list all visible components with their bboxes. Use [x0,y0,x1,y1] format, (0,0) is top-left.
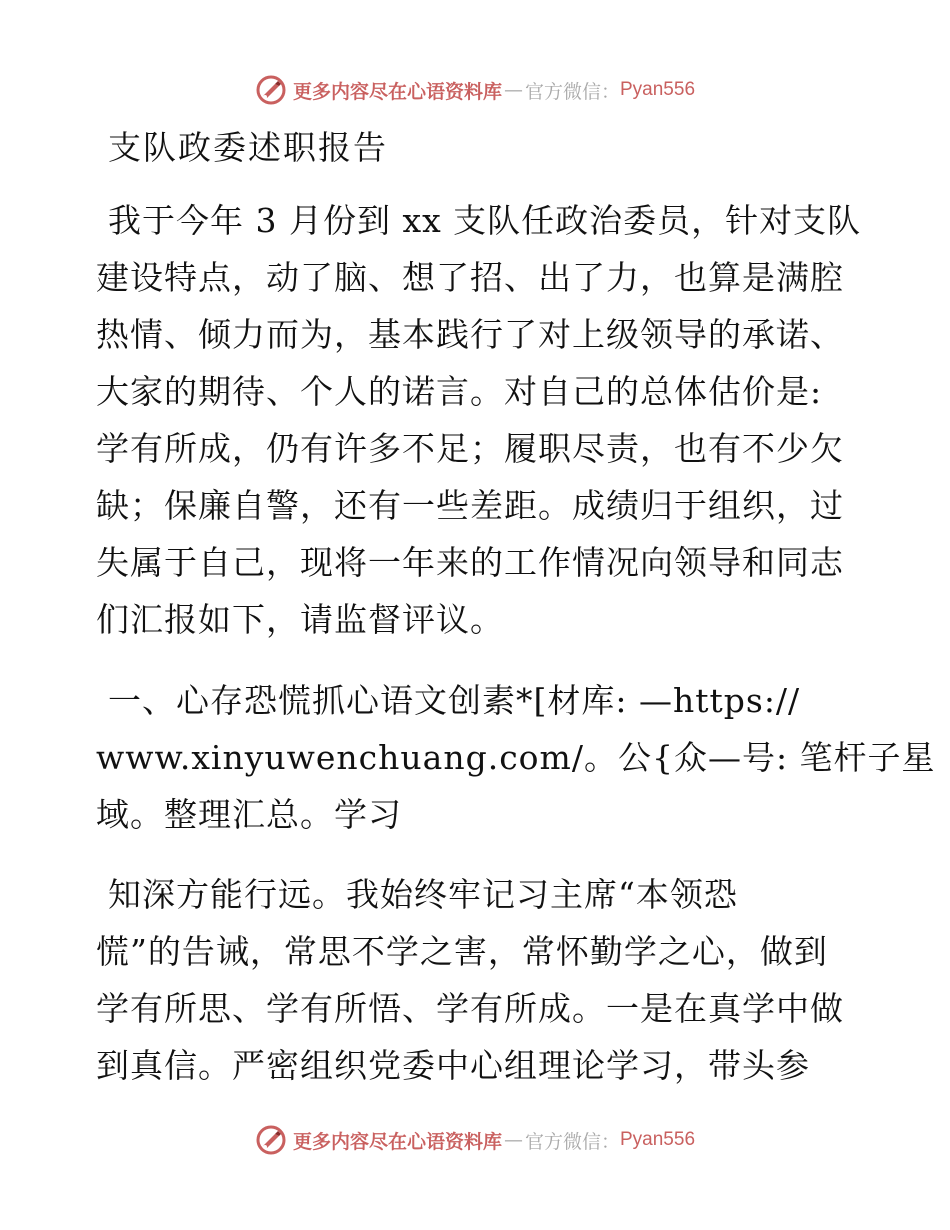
paragraph-line: 失属于自己，现将一年来的工作情况向领导和同志 [96,543,844,582]
pen-logo-icon [255,1124,287,1156]
footer-watermark-banner [0,1122,950,1158]
section-heading-line: 一、心存恐慌抓心语文创素*[材库: —https:// [108,681,801,720]
paragraph-line: 建设特点，动了脑、想了招、出了力，也算是满腔 [96,258,844,297]
paragraph-line: 慌”的告诫，常思不学之害，常怀勤学之心，做到 [96,932,828,971]
section-heading-line: www.xinyuwenchuang.com/。公{众—号: 笔杆子星 [96,738,936,777]
banner-wechat-label: 官方微信： [524,80,620,103]
header-watermark-banner [0,72,950,108]
banner-main-text: 更多内容尽在心语资料库 [292,80,502,103]
banner-wechat-id: Pyan556 [620,1129,696,1150]
paragraph-line: 我于今年 3 月份到 xx 支队任政治委员，针对支队 [108,201,862,240]
banner-separator: — [503,1129,523,1151]
paragraph-line: 们汇报如下，请监督评议。 [96,600,504,639]
banner-separator: — [503,79,523,101]
paragraph-line: 缺；保廉自警，还有一些差距。成绩归于组织，过 [96,486,844,525]
paragraph-line: 到真信。严密组织党委中心组理论学习，带头参 [96,1046,810,1085]
banner-wechat-label: 官方微信： [524,1130,620,1153]
banner-wechat-id: Pyan556 [620,79,696,100]
paragraph-line: 学有所思、学有所悟、学有所成。一是在真学中做 [96,989,844,1028]
banner-main-text: 更多内容尽在心语资料库 [292,1130,502,1153]
paragraph-line: 热情、倾力而为，基本践行了对上级领导的承诺、 [96,315,844,354]
paragraph-line: 学有所成，仍有许多不足；履职尽责，也有不少欠 [96,429,844,468]
section-heading-line: 域。整理汇总。学习 [96,795,402,834]
pen-logo-icon [255,74,287,106]
paragraph-line: 知深方能行远。我始终牢记习主席“本领恐 [108,875,738,914]
document-title: 支队政委述职报告 [108,128,388,167]
paragraph-line: 大家的期待、个人的诺言。对自己的总体估价是: [96,372,823,411]
